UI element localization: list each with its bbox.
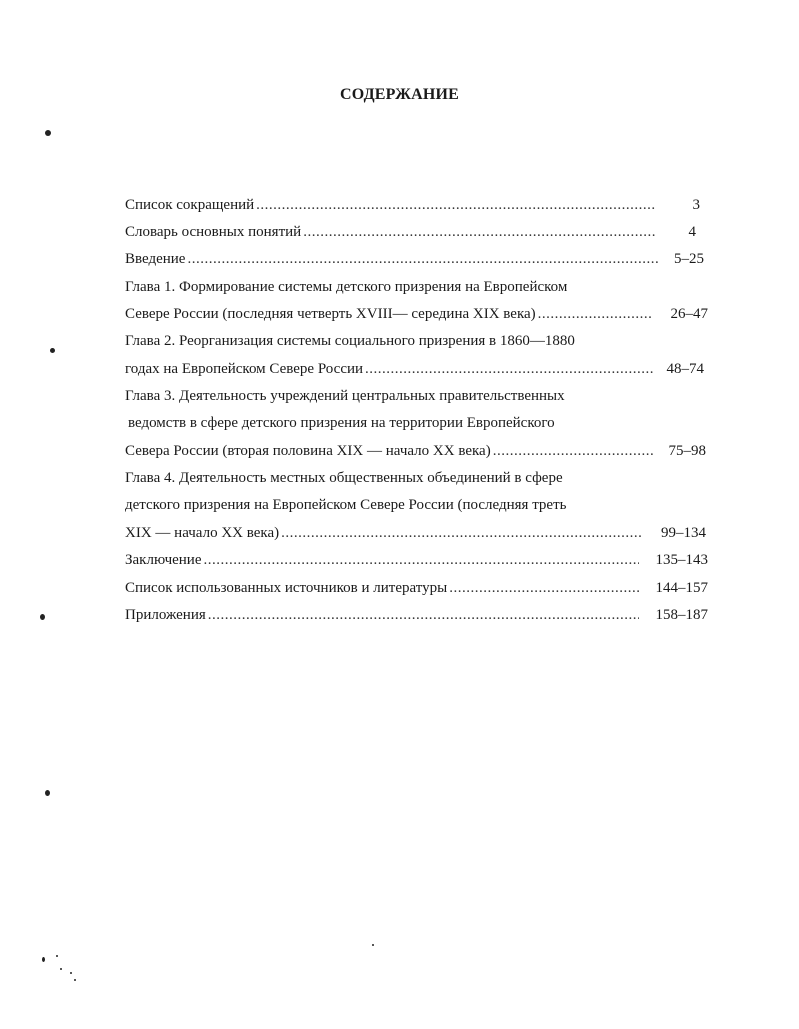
scan-mark [40,614,45,620]
toc-entry-chapter-4-line-1: Глава 4. Деятельность местных общественных объединений в сфере [125,470,563,486]
dot-leader [493,438,653,464]
toc-entry-abbreviations [125,192,658,218]
scan-mark [45,790,50,796]
toc-entry-chapter-3-line-1: Глава 3. Деятельность учреждений центральных правительственных [125,388,565,404]
toc-entry-chapter-4-line-2: детского призрения на Европейском Севере России (последняя треть [125,497,567,513]
scan-mark [70,972,72,974]
toc-entry-label: годах на Европейском Севере России [125,361,364,377]
toc-entry-label: Севере России (последняя четверть XVIII— середина XIX века) [125,306,536,322]
scan-mark [45,130,51,136]
toc-entry-introduction [125,246,662,272]
toc-entry-chapter-2 [125,356,655,382]
toc-entry-chapter-4 [125,520,643,546]
toc-entry-label: Список сокращений [125,197,255,213]
page-title: СОДЕРЖАНИЕ [339,86,460,103]
toc-entry-label: Список использованных источников и литературы [125,580,448,596]
toc-entry-label: Севера России (вторая половина XIX — начало XX века) [125,443,491,459]
dot-leader [204,547,640,573]
toc-entry-conclusion [125,547,641,573]
dot-leader [281,520,641,546]
toc-page-number: 3 [692,197,700,213]
scan-mark [42,957,45,962]
scan-mark [50,348,55,353]
scan-mark [74,979,76,981]
toc-page-number: 135–143 [655,552,708,568]
dot-leader [538,301,653,327]
toc-page-number: 4 [688,224,696,240]
dot-leader [256,192,656,218]
toc-entry-chapter-2-line-1: Глава 2. Реорганизация системы социального призрения в 1860—1880 [125,333,575,349]
toc-page-number: 48–74 [666,361,704,377]
toc-page-number: 75–98 [668,443,706,459]
toc-page-number: 144–157 [655,580,708,596]
toc-entry-label: Заключение [125,552,202,568]
toc-page-number: 26–47 [670,306,708,322]
dot-leader [208,602,639,628]
toc-entry-chapter-1 [125,301,655,327]
toc-entry-label: Приложения [125,607,206,623]
toc-entry-chapter-3 [125,438,655,464]
toc-entry-glossary [125,219,658,245]
toc-entry-label: Введение [125,251,186,267]
toc-entry-sources [125,575,641,601]
toc-entry-label: Словарь основных понятий [125,224,302,240]
toc-entry-chapter-3-line-2: ведомств в сфере детского призрения на территории Европейского [128,415,555,431]
scan-mark [56,955,58,957]
dot-leader [187,246,660,272]
dot-leader [303,219,656,245]
dot-leader [365,356,653,382]
scan-mark [372,944,374,946]
toc-entry-chapter-1-line-1: Глава 1. Формирование системы детского призрения на Европейском [125,279,568,295]
toc-entry-label: XIX — начало XX века) [125,525,280,541]
toc-page-number: 99–134 [661,525,706,541]
dot-leader [449,575,639,601]
toc-page-number: 158–187 [655,607,708,623]
scan-mark [60,968,62,970]
toc-page-number: 5–25 [674,251,704,267]
toc-entry-appendices [125,602,641,628]
